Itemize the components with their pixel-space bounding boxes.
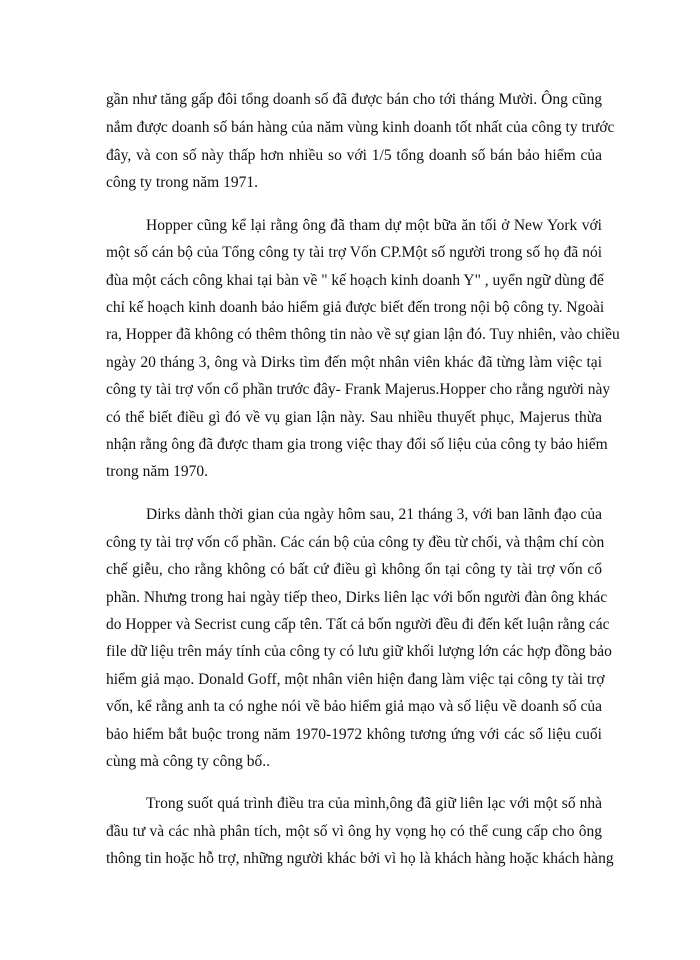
text-line: công ty tài trợ vốn cổ phần trước đây- Frank Majerus.Hopper cho rằng người này (106, 381, 611, 398)
text-line: cùng mà công ty công bố.. (106, 753, 271, 770)
text-line: chỉ kế hoạch kinh doanh bảo hiểm giả được biết đến trong nội bộ công ty. Ngoài (106, 299, 605, 316)
text-line: ngày 20 tháng 3, ông và Dirks tìm đến một nhân viên khác đã từng làm việc tại (106, 354, 602, 371)
text-line: nhận rằng ông đã được tham gia trong việc thay đổi số liệu của công ty bảo hiểm (106, 436, 608, 453)
text-line: Hopper cũng kể lại rằng ông đã tham dự một bữa ăn tối ở New York với (146, 217, 602, 234)
text-line: đây, và con số này thấp hơn nhiều so với 1/5 tổng doanh số bán bảo hiểm của (106, 147, 602, 164)
text-line: trong năm 1970. (106, 463, 209, 480)
text-line: công ty trong năm 1971. (106, 174, 258, 191)
text-line: hiểm giả mạo. Donald Goff, một nhân viên hiện đang làm việc tại công ty tài trợ (106, 671, 605, 688)
text-line: nắm được doanh số bán hàng của năm vùng kinh doanh tốt nhất của công ty trước (106, 119, 615, 136)
text-line: công ty tài trợ vốn cổ phần. Các cán bộ của công ty đều từ chối, và thậm chí còn (106, 534, 605, 551)
text-line: Trong suốt quá trình điều tra của mình,ông đã giữ liên lạc với một số nhà (146, 795, 602, 812)
text-line: Dirks dành thời gian của ngày hôm sau, 21 tháng 3, với ban lãnh đạo của (146, 506, 602, 523)
text-line: vốn, kể rằng anh ta có nghe nói về bảo hiểm giả mạo và số liệu về doanh số của (106, 698, 602, 715)
text-line: đầu tư và các nhà phân tích, một số vì ông hy vọng họ có thể cung cấp cho ông (106, 823, 602, 840)
text-line: gần như tăng gấp đôi tổng doanh số đã được bán cho tới tháng Mười. Ông cũng (106, 91, 602, 108)
text-line: bảo hiểm bắt buộc trong năm 1970-1972 không tương ứng với các số liệu cuối (106, 726, 602, 743)
text-line: phần. Nhưng trong hai ngày tiếp theo, Dirks liên lạc với bốn người đàn ông khác (106, 589, 608, 606)
text-line: thông tin hoặc hỗ trợ, những người khác bởi vì họ là khách hàng hoặc khách hàng (106, 850, 614, 867)
text-line: chế giễu, cho rằng không có bất cứ điều gì không ổn tại công ty tài trợ vốn cổ (106, 561, 602, 578)
text-line: do Hopper và Secrist cung cấp tên. Tất cả bốn người đều đi đến kết luận rằng các (106, 616, 610, 633)
text-line: đùa một cách công khai tại bàn về " kế hoạch kinh doanh Y" , uyển ngữ dùng để (106, 272, 604, 289)
text-line: ra, Hopper đã không có thêm thông tin nào về sự gian lận đó. Tuy nhiên, vào chiều (106, 326, 620, 343)
text-line: một số cán bộ của Tổng công ty tài trợ Vốn CP.Một số người trong số họ đã nói (106, 244, 602, 261)
text-line: file dữ liệu trên máy tính của công ty có lưu giữ khối lượng lớn các hợp đồng bảo (106, 643, 612, 660)
text-line: có thể biết điều gì đó về vụ gian lận này. Sau nhiều thuyết phục, Majerus thừa (106, 409, 602, 426)
